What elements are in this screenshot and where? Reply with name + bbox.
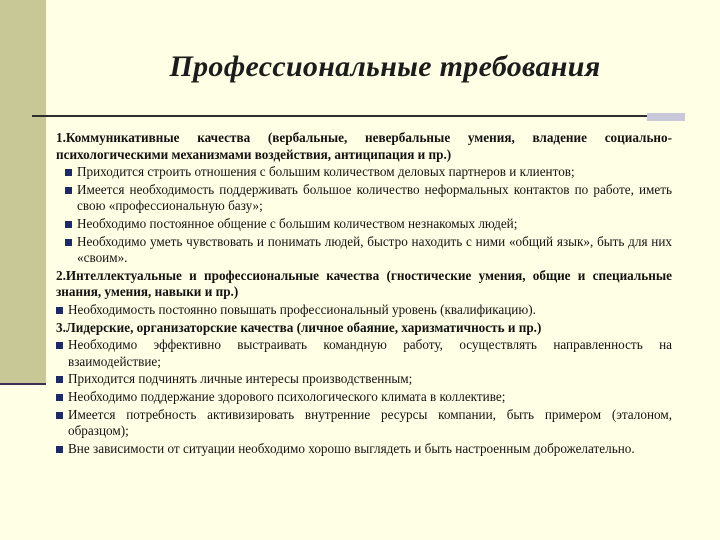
list-item-text: Приходится строить отношения с большим количеством деловых партнеров и клиентов; [77, 164, 575, 180]
list-item-text: Необходимо поддержание здорового психологического климата в коллективе; [68, 388, 506, 404]
square-bullet-icon [65, 221, 72, 228]
list-item-text: Приходится подчинять личные интересы производственным; [68, 371, 413, 387]
square-bullet-icon [65, 187, 72, 194]
square-bullet-icon [56, 446, 63, 453]
section-heading-intellectual: 2.Интеллектуальные и профессиональные качества (гностические умения, общие и специальные знания, умения, навыки и пр.) [56, 267, 672, 300]
slide-title: Профессиональные требования [169, 50, 601, 83]
list-item-text: Необходимо уметь чувствовать и понимать людей, быстро находить с ними «общий язык», быть для них «своим». [77, 233, 672, 266]
square-bullet-icon [56, 394, 63, 401]
list-item [56, 389, 672, 406]
section-heading-leadership: 3.Лидерские, организаторские качества (личное обаяние, харизматичность и пр.) [56, 319, 542, 335]
list-item [56, 371, 672, 388]
list-item [65, 234, 672, 267]
list-item [56, 337, 672, 370]
square-bullet-icon [65, 169, 72, 176]
left-accent-line [0, 383, 46, 385]
list-item [56, 302, 672, 319]
square-bullet-icon [56, 342, 63, 349]
list-item-text: Имеется необходимость поддерживать большое количество неформальных контактов по работе, иметь свою «профессиональную базу»; [77, 181, 672, 214]
square-bullet-icon [56, 307, 63, 314]
title-divider [32, 115, 647, 117]
list-item-text: Необходимо эффективно выстраивать командную работу, осуществлять направленность на взаимодействие; [68, 337, 672, 369]
list-item-text: Необходимо постоянное общение с большим количеством незнакомых людей; [77, 215, 518, 231]
list-item [56, 441, 672, 458]
list-item [65, 182, 672, 215]
list-item-text: Вне зависимости от ситуации необходимо хорошо выглядеть и быть настроенным доброжелательно. [68, 440, 635, 456]
square-bullet-icon [56, 412, 63, 419]
square-bullet-icon [65, 239, 72, 246]
list-item [65, 216, 672, 233]
square-bullet-icon [56, 376, 63, 383]
list-item [56, 407, 672, 440]
list-item-text: Имеется потребность активизировать внутренние ресурсы компании, быть примером (эталоном, образцом); [68, 406, 672, 439]
slide-content [56, 130, 672, 458]
title-divider-accent [647, 113, 685, 121]
list-item [65, 164, 672, 181]
list-item-text: Необходимость постоянно повышать профессиональный уровень (квалификацию). [68, 301, 536, 317]
section-heading-communicative: 1.Коммуникативные качества (вербальные, невербальные умения, владение социально-психологическими механизмами воздействия, антиципация и пр.) [56, 130, 672, 162]
